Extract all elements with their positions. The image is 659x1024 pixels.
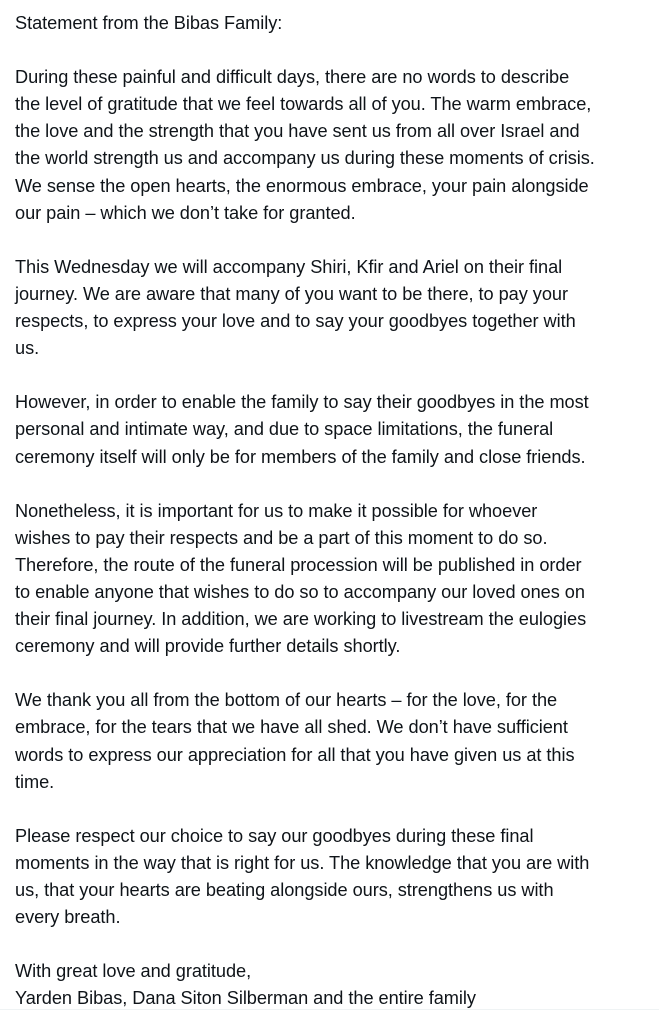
statement-paragraph-procession-route: Nonetheless, it is important for us to make it possible for whoever wishes to pay their respects and be a part of this moment to do so. Therefore, the route of the funeral procession will be published in order to enable anyone that wishes to do so to accompany our loved ones on their final journey. In addition, we are working to livestream the eulogies ceremony and will provide further details shortly. bbox=[15, 500, 587, 657]
statement-paragraph-private-ceremony: However, in order to enable the family to say their goodbyes in the most personal and intimate way, and due to space limitations, the funeral ceremony itself will only be for members of the family and close friends. bbox=[15, 392, 589, 467]
family-statement bbox=[15, 10, 651, 1012]
statement-paragraph-thanks: We thank you all from the bottom of our hearts – for the love, for the embrace, for the tears that we have all shed. We don’t have sufficient words to express our appreciation for all that you have given us at this time. bbox=[15, 690, 575, 792]
statement-paragraph-respect-request: Please respect our choice to say our goodbyes during these final moments in the way that is right for us. The knowledge that you are with us, that your hearts are beating alongside ours, strengthens us with every breath. bbox=[15, 825, 590, 928]
statement-signature: Yarden Bibas, Dana Siton Silberman and the entire family bbox=[15, 988, 476, 1009]
statement-paragraph-funeral-day: This Wednesday we will accompany Shiri, Kfir and Ariel on their final journey. We are aware that many of you want to be there, to pay your respects, to express your love and to say your goodbyes together with us. bbox=[15, 256, 576, 359]
statement-closing: With great love and gratitude, bbox=[15, 961, 252, 982]
statement-paragraph-gratitude: During these painful and difficult days, there are no words to describe the level of gratitude that we feel towards all of you. The warm embrace, the love and the strength that you have sent us from all over Israel and the world strength us and accompany us during these moments of crisis. We sense the open hearts, the enormous embrace, your pain alongside our pain – which we don’t take for granted. bbox=[15, 67, 595, 223]
statement-heading: Statement from the Bibas Family: bbox=[15, 13, 283, 33]
bottom-crop-edge bbox=[0, 1009, 659, 1024]
